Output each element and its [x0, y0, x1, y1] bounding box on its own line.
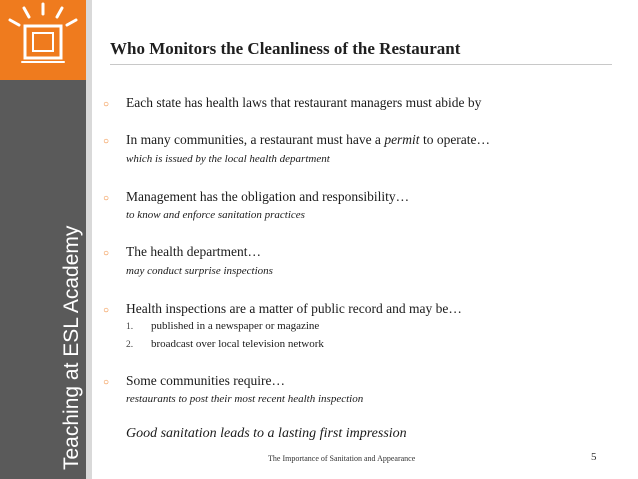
bullet-2-sub: which is issued by the local health department — [126, 153, 330, 165]
page-number: 5 — [591, 451, 597, 463]
bullet-icon: ○ — [103, 305, 110, 316]
bullet-icon: ○ — [103, 377, 110, 388]
bullet-icon: ○ — [103, 99, 110, 110]
logo-icon — [0, 0, 86, 80]
bullet-6-text: Some communities require… — [126, 373, 285, 388]
bullet-icon: ○ — [103, 193, 110, 204]
bullet-2-text — [126, 132, 490, 148]
footer-text: The Importance of Sanitation and Appearance — [268, 454, 416, 463]
bullet-icon: ○ — [103, 248, 110, 259]
bullet-1-text: Each state has health laws that restaurant managers must abide by — [126, 95, 482, 110]
slide-title: Who Monitors the Cleanliness of the Restaurant — [110, 39, 461, 58]
bullet-2-text-pre: In many communities, a restaurant must have a — [126, 132, 385, 147]
bullet-4-text: The health department… — [126, 244, 261, 259]
list-item: published in a newspaper or magazine — [151, 320, 320, 332]
bullet-6-sub: restaurants to post their most recent health inspection — [126, 393, 364, 405]
bullet-4-sub: may conduct surprise inspections — [126, 265, 273, 277]
bullet-2-text-post: to operate… — [419, 132, 491, 147]
closing-statement: Good sanitation leads to a lasting first impression — [126, 426, 407, 441]
list-number: 2. — [126, 340, 134, 350]
bullet-2-permit: permit — [384, 132, 420, 147]
title-divider — [110, 64, 612, 65]
bullet-3-text: Management has the obligation and responsibility… — [126, 189, 410, 204]
bullet-5-text: Health inspections are a matter of public record and may be… — [126, 301, 462, 316]
academy-vertical-label: Teaching at ESL Academy — [60, 225, 83, 470]
bullet-icon: ○ — [103, 136, 110, 147]
logo — [0, 0, 86, 80]
bullet-3-sub: to know and enforce sanitation practices — [126, 209, 305, 221]
list-item: broadcast over local television network — [151, 338, 324, 350]
sidebar-divider — [86, 0, 92, 479]
list-number: 1. — [126, 322, 134, 332]
